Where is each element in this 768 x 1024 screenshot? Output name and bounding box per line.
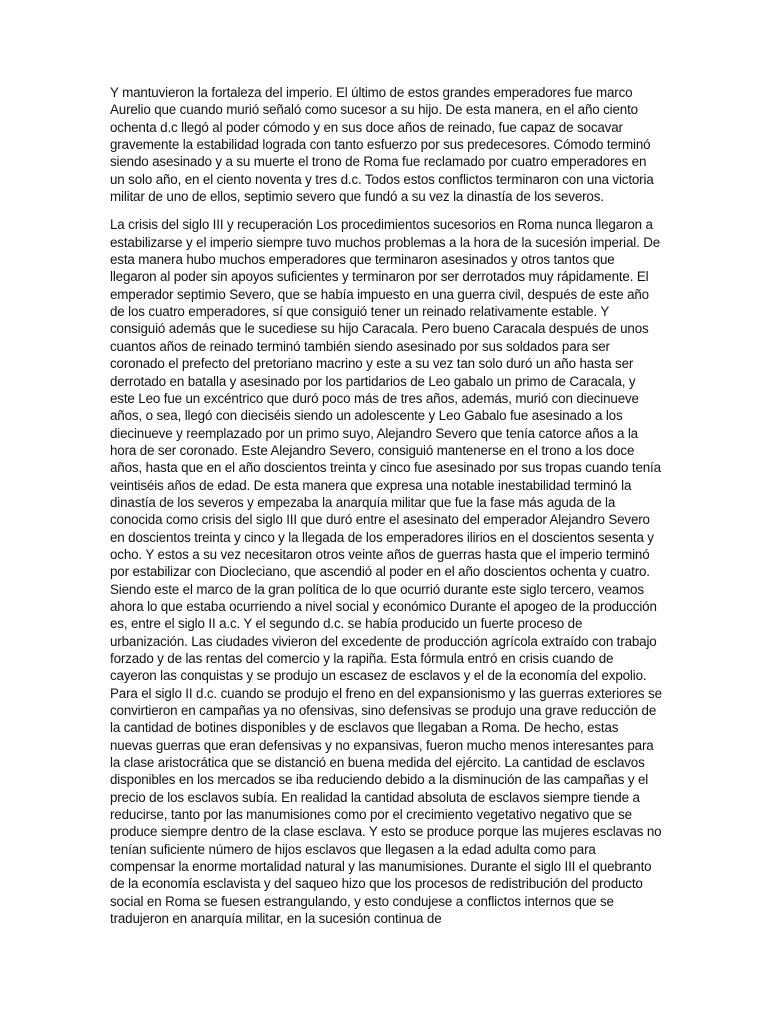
paragraph-crisis-siglo-iii: La crisis del siglo III y recuperación Los procedimientos sucesorios en Roma nunca llegaron a estabilizarse y el imperio siempre tuvo muchos problemas a la hora de la sucesión imperial. De esta manera hubo muchos emperadores que terminaron asesinados y otros tantos que llegaron al poder sin apoyos suficientes y terminaron por ser derrotados muy rápidamente. El emperador septimio Severo, que se había impuesto en una guerra civil, después de este año de los cuatro emperadores, sí que consiguió tener un reinado relativamente estable. Y consiguió además que le sucediese su hijo Caracala. Pero bueno Caracala después de unos cuantos años de reinado terminó también siendo asesinado por sus soldados para ser coronado el prefecto del pretoriano macrino y este a su vez tan solo duró un año hasta ser derrotado en batalla y asesinado por los partidarios de Leo gabalo un primo de Caracala, y este Leo fue un excéntrico que duró poco más de tres años, además, murió con diecinueve años, o sea, llegó con dieciséis siendo un adolescente y Leo Gabalo fue asesinado a los diecinueve y reemplazado por un primo suyo, Alejandro Severo que tenía catorce años a la hora de ser coronado. Este Alejandro Severo, consiguió mantenerse en el trono a los doce años, hasta que en el año doscientos treinta y cinco fue asesinado por sus tropas cuando tenía veintiséis años de edad. De esta manera que expresa una notable inestabilidad terminó la dinastía de los severos y empezaba la anarquía militar que fue la fase más aguda de la conocida como crisis del siglo III que duró entre el asesinato del emperador Alejandro Severo en doscientos treinta y cinco y la llegada de los emperadores ilirios en el doscientos sesenta y ocho. Y estos a su vez necesitaron otros veinte años de guerras hasta que el imperio terminó por estabilizar con Diocleciano, que ascendió al poder en el año doscientos ochenta y cuatro. Siendo este el marco de la gran política de lo que ocurrió durante este siglo tercero, veamos ahora lo que estaba ocurriendo a nivel social y económico Durante el apogeo de la producción es, entre el siglo II a.c. Y el segundo d.c. se había producido un fuerte proceso de urbanización. Las ciudades vivieron del excedente de producción agrícola extraído con trabajo forzado y de las rentas del comercio y la rapiña. Esta fórmula entró en crisis cuando de cayeron las conquistas y se produjo un escasez de esclavos y el de la economía del expolio. Para el siglo II d.c. cuando se produjo el freno en del expansionismo y las guerras exteriores se convirtieron en campañas ya no ofensivas, sino defensivas se produjo una grave reducción de la cantidad de botines disponibles y de esclavos que llegaban a Roma. De hecho, estas nuevas guerras que eran defensivas y no expansivas, fueron mucho menos interesantes para la clase aristocrática que se distanció en buena medida del ejército. La cantidad de esclavos disponibles en los mercados se iba reduciendo debido a la disminución de las campañas y el precio de los esclavos subía. En realidad la cantidad absoluta de esclavos siempre tiende a reducirse, tanto por las manumisiones como por el crecimiento vegetativo negativo que se produce siempre dentro de la clase esclava. Y esto se produce porque las mujeres esclavas no tenían suficiente número de hijos esclavos que llegasen a la edad adulta como para compensar la enorme mortalidad natural y las manumisiones. Durante el siglo III el quebranto de la economía esclavista y del saqueo hizo que los procesos de redistribución del producto social en Roma se fuesen estrangulando, y esto condujese a conflictos internos que se tradujeron en anarquía militar, en la sucesión continua de (110, 217, 662, 927)
document-page (110, 84, 662, 939)
paragraph-intro: Y mantuvieron la fortaleza del imperio. El último de estos grandes emperadores fue marco Aurelio que cuando murió señaló como sucesor a su hijo. De esta manera, en el año ciento ochenta d.c llegó al poder cómodo y en sus doce años de reinado, fue capaz de socavar gravemente la estabilidad lograda con tanto esfuerzo por sus predecesores. Cómodo terminó siendo asesinado y a su muerte el trono de Roma fue reclamado por cuatro emperadores en un solo año, en el ciento noventa y tres d.c. Todos estos conflictos terminaron con una victoria militar de uno de ellos, septimio severo que fundó a su vez la dinastía de los severos. (110, 85, 654, 205)
